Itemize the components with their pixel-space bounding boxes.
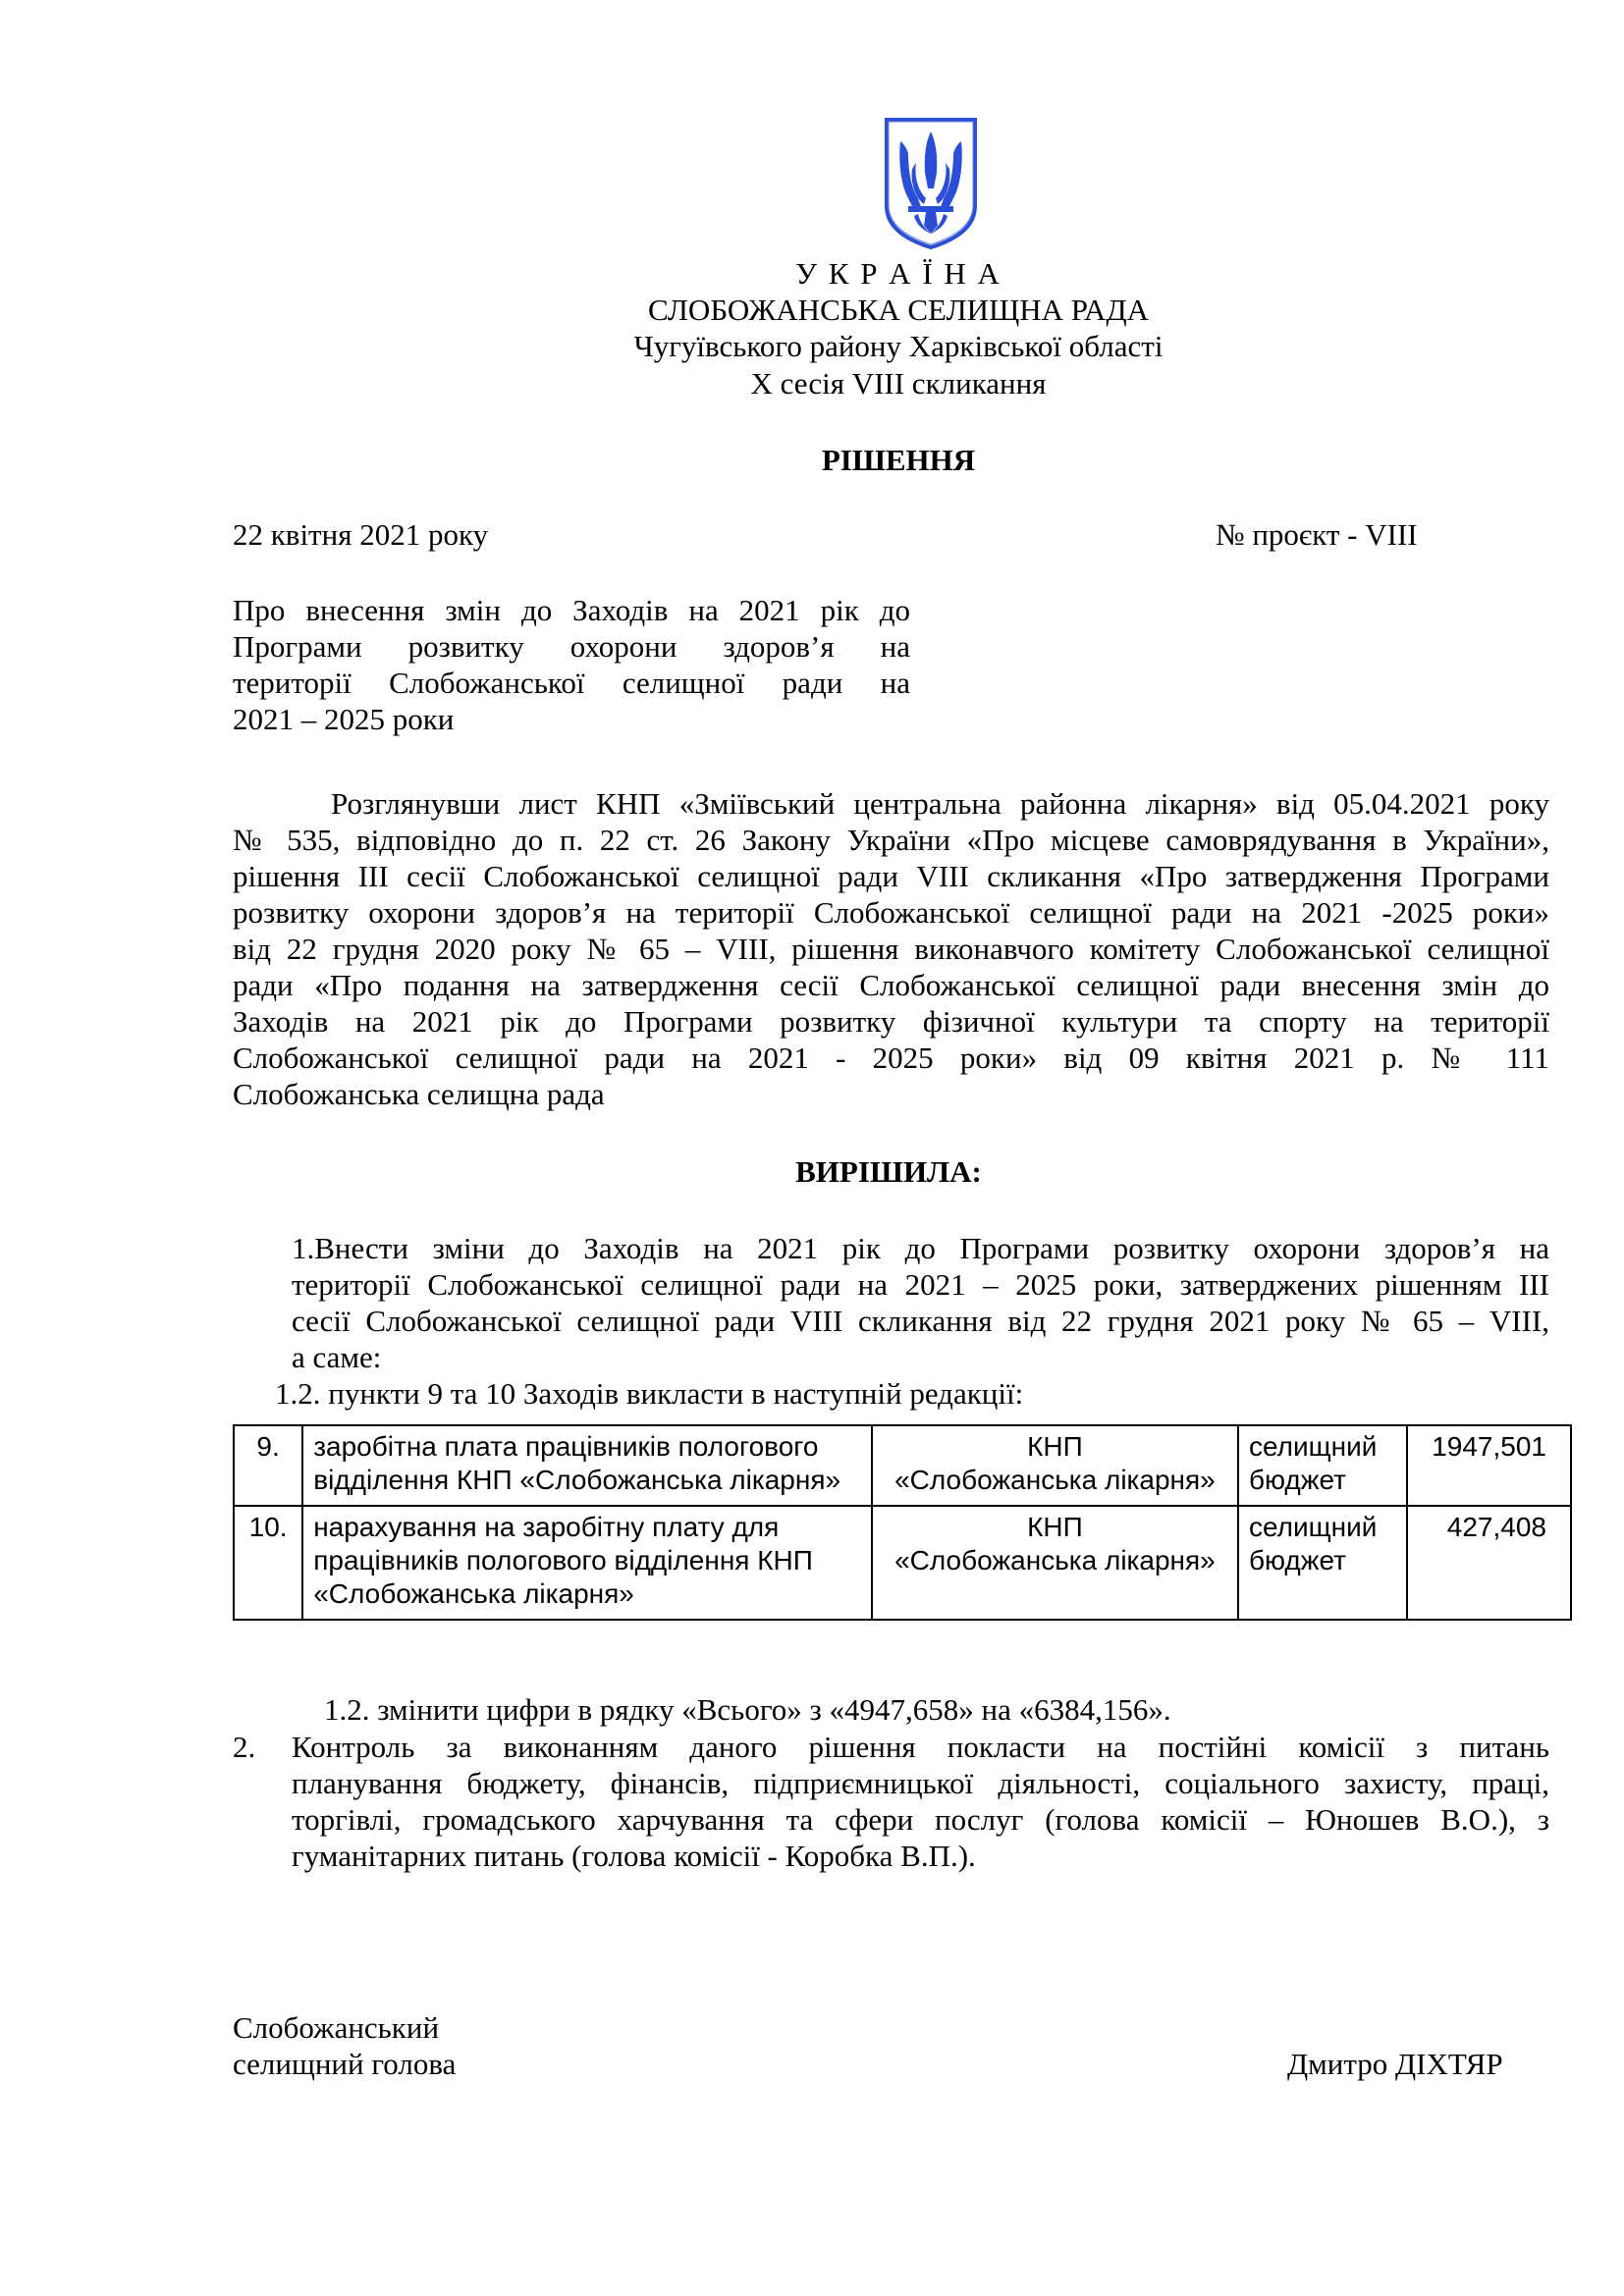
table-row: [234, 1425, 1571, 1506]
row-executor: [872, 1506, 1238, 1620]
signatory-title: Слобожанський: [233, 2010, 440, 2045]
row-source: селищний бюджет: [1238, 1425, 1408, 1506]
item-1: [292, 1230, 1549, 1375]
row-description: нарахування на заробітну плату для працівників пологового відділення КНП «Слобожанська лікарня»: [302, 1506, 872, 1620]
row-amount: 427,408: [1407, 1506, 1571, 1620]
decided-heading: ВИРІШИЛА:: [795, 1154, 982, 1189]
executor-line: КНП: [1027, 1512, 1083, 1542]
council-name: СЛОБОЖАНСЬКА СЕЛИЩНА РАДА: [648, 293, 1149, 327]
item-2: [292, 1729, 1549, 1874]
item-2-line: гуманітарних питань (голова комісії - Коробка В.П.).: [292, 1839, 976, 1873]
table-row: [234, 1506, 1571, 1620]
preamble-line: Розглянувши лист КНП «Зміївський центральна районна лікарня» від 05.04.2021 року: [331, 786, 1549, 821]
item-1-line: сесії Слобожанської селищної ради VIII скликання від 22 грудня 2021 року № 65 – VIII,: [292, 1304, 1549, 1338]
row-amount: 1947,501: [1407, 1425, 1571, 1506]
row-number: 9.: [234, 1425, 302, 1506]
item-2-line: торгівлі, громадського харчування та сфери послуг (голова комісії – Юношев В.О.), з: [292, 1802, 1549, 1837]
item-1-line: території Слобожанської селищної ради на 2021 – 2025 роки, затверджених рішенням ІІІ: [292, 1267, 1549, 1302]
preamble-line: від 22 грудня 2020 року № 65 – VIII, рішення виконавчого комітету Слобожанської селищної: [233, 932, 1549, 966]
item-2-number: 2.: [233, 1730, 256, 1764]
decision-number: № проєкт - VIII: [1216, 517, 1418, 552]
preamble-line: розвитку охорони здоров’я на території Слобожанської селищної ради на 2021 -2025 роки»: [233, 895, 1549, 930]
item-2-line: планування бюджету, фінансів, підприємницької діяльності, соціального захисту, праці,: [292, 1766, 1549, 1800]
preamble-line: № 535, відповідно до п. 22 ст. 26 Закону України «Про місцеве самоврядування в України»,: [233, 823, 1549, 857]
item-2-line: Контроль за виконанням даного рішення покласти на постійні комісії з питань: [292, 1730, 1549, 1764]
item-1-2-intro: 1.2. пункти 9 та 10 Заходів викласти в наступній редакції:: [275, 1376, 1024, 1411]
executor-line: «Слобожанська лікарня»: [894, 1545, 1216, 1575]
session-name: Х сесія VIII скликання: [750, 366, 1047, 400]
preamble-line: Слобожанська селищна рада: [233, 1077, 605, 1111]
executor-line: КНП: [1027, 1431, 1083, 1462]
subject-line: Про внесення змін до Заходів на 2021 рік до: [233, 593, 910, 627]
preamble: [233, 785, 1549, 1112]
item-1-line: 1.Внести зміни до Заходів на 2021 рік до Програми розвитку охорони здоров’я на: [292, 1231, 1549, 1265]
measures-table: [233, 1424, 1572, 1621]
subject-line: території Слобожанської селищної ради на: [233, 666, 910, 700]
row-description: заробітна плата працівників пологового відділення КНП «Слобожанська лікарня»: [302, 1425, 872, 1506]
row-source: селищний бюджет: [1238, 1506, 1408, 1620]
row-number: 10.: [234, 1506, 302, 1620]
coat-of-arms-icon: [883, 116, 979, 251]
district-name: Чугуївського району Харківської області: [633, 329, 1164, 363]
decision-subject: [233, 592, 910, 737]
signatory-name: Дмитро ДІХТЯР: [1287, 2047, 1503, 2081]
subject-line: 2021 – 2025 роки: [233, 702, 455, 736]
preamble-line: Слобожанської селищної ради на 2021 - 2025 роки» від 09 квітня 2021 р. № 111: [233, 1041, 1549, 1075]
item-1-line: а саме:: [292, 1340, 382, 1374]
document-type: РІШЕННЯ: [821, 443, 976, 477]
preamble-line: рішення ІІІ сесії Слобожанської селищної ради VIII скликання «Про затвердження Програми: [233, 859, 1549, 893]
preamble-line: Заходів на 2021 рік до Програми розвитку фізичної культури та спорту на території: [233, 1004, 1549, 1039]
row-executor: [872, 1425, 1238, 1506]
executor-line: «Слобожанська лікарня»: [894, 1465, 1216, 1495]
item-1-2-totals: 1.2. змінити цифри в рядку «Всього» з «4947,658» на «6384,156».: [324, 1692, 1171, 1727]
decision-date: 22 квітня 2021 року: [233, 517, 489, 552]
preamble-line: ради «Про подання на затвердження сесії Слобожанської селищної ради внесення змін до: [233, 968, 1549, 1002]
country-title: У К Р А Ї Н А: [795, 256, 1001, 291]
subject-line: Програми розвитку охорони здоров’я на: [233, 629, 910, 664]
signatory-title: селищний голова: [233, 2047, 457, 2081]
